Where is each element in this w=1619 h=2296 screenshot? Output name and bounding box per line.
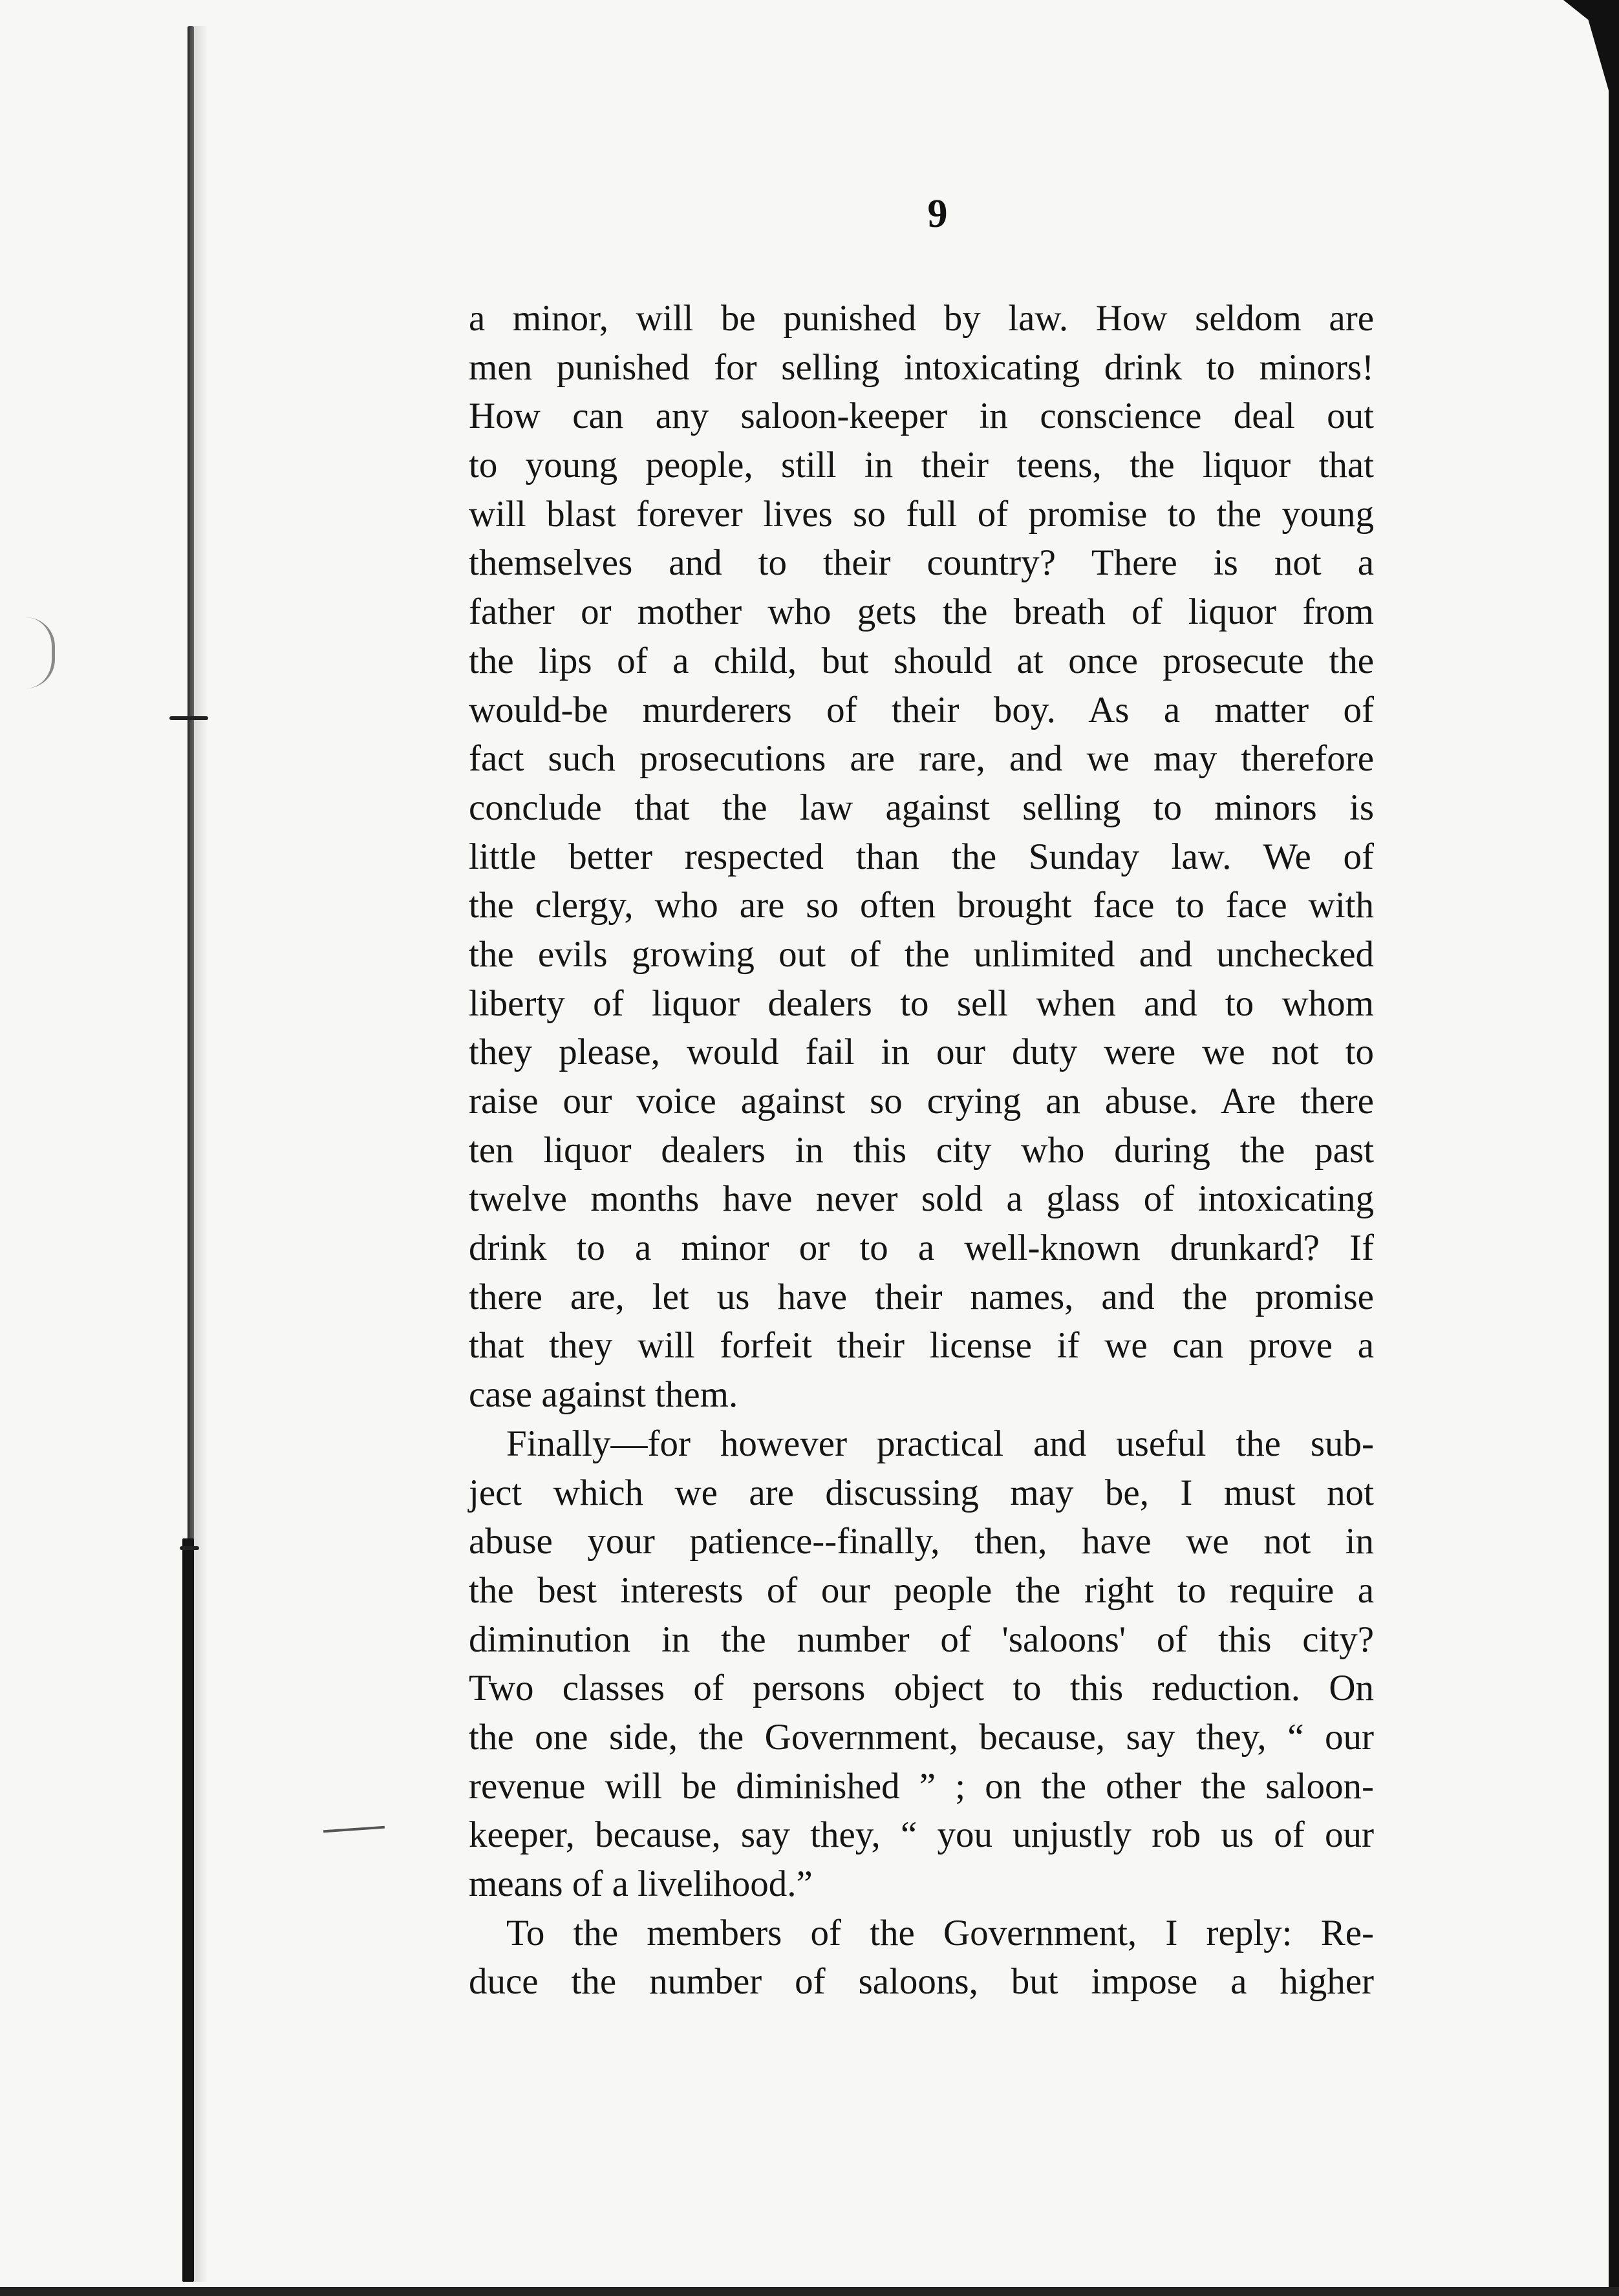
- text-line: ject which we are discussing may be, I must not: [469, 1472, 1374, 1513]
- text-line: ten liquor dealers in this city who during the past: [469, 1129, 1374, 1171]
- binding-spine-lower: [182, 1538, 194, 2282]
- text-line: Two classes of persons object to this reduction. On: [469, 1668, 1374, 1709]
- text-line: themselves and to their country? There is not a: [469, 542, 1374, 584]
- text-line: abuse your patience--finally, then, have we not in: [469, 1521, 1374, 1562]
- text-line: men punished for selling intoxicating drink to minors!: [469, 346, 1374, 388]
- text-line: duce the number of saloons, but impose a higher: [469, 1961, 1374, 2003]
- text-line: the best interests of our people the right to require a: [469, 1569, 1374, 1611]
- text-line: a minor, will be punished by law. How seldom are: [469, 298, 1374, 339]
- text-line: fact such prosecutions are rare, and we may therefore: [469, 738, 1374, 780]
- binding-stitch-mark: [180, 1546, 199, 1550]
- text-line: there are, let us have their names, and the promise: [469, 1276, 1374, 1317]
- margin-arc-mark: [26, 617, 55, 688]
- text-line: the clergy, who are so often brought face to face with: [469, 885, 1374, 926]
- text-line: father or mother who gets the breath of liquor from: [469, 591, 1374, 633]
- text-line: How can any saloon-keeper in conscience deal out: [469, 396, 1374, 437]
- text-line: would-be murderers of their boy. As a matter of: [469, 689, 1374, 730]
- text-line: raise our voice against so crying an abuse. Are there: [469, 1081, 1374, 1121]
- text-line: case against them.: [469, 1374, 738, 1416]
- text-line: that they will forfeit their license if we can prove a: [469, 1325, 1374, 1366]
- text-line: to young people, still in their teens, the liquor that: [469, 445, 1374, 486]
- text-line: means of a livelihood.”: [469, 1864, 813, 1904]
- ink-dash-mark: [323, 1826, 385, 1833]
- text-line: drink to a minor or to a well-known drunkard? If: [469, 1228, 1374, 1269]
- text-line: the evils growing out of the unlimited and unchecked: [469, 933, 1374, 975]
- binding-gutter-shadow: [194, 26, 208, 2282]
- binding-stitch-mark: [169, 716, 208, 720]
- text-line: diminution in the number of 'saloons' of this city?: [469, 1619, 1374, 1660]
- body-text: [469, 294, 1374, 2006]
- text-line: they please, would fail in our duty were we not to: [469, 1032, 1374, 1073]
- text-line: the one side, the Government, because, say they, “ our: [469, 1716, 1374, 1758]
- page-right-edge-shadow: [1609, 0, 1619, 2296]
- page-number: 9: [927, 192, 948, 236]
- text-line: twelve months have never sold a glass of intoxicating: [469, 1178, 1374, 1220]
- text-line: keeper, because, say they, “ you unjustly rob us of our: [469, 1814, 1374, 1856]
- page-corner-curl: [1563, 0, 1609, 90]
- text-line: the lips of a child, but should at once prosecute the: [469, 640, 1374, 681]
- text-line: conclude that the law against selling to minors is: [469, 787, 1374, 828]
- text-line: revenue will be diminished ” ; on the other the saloon-: [469, 1765, 1374, 1807]
- text-line: little better respected than the Sunday law. We of: [469, 836, 1374, 877]
- page-bottom-edge-shadow: [0, 2287, 1619, 2296]
- text-line: will blast forever lives so full of promise to the young: [469, 493, 1374, 535]
- text-line: liberty of liquor dealers to sell when and to whom: [469, 983, 1374, 1024]
- text-line: Finally—for however practical and useful the sub-: [506, 1423, 1374, 1464]
- text-line: To the members of the Government, I reply: Re-: [506, 1912, 1374, 1953]
